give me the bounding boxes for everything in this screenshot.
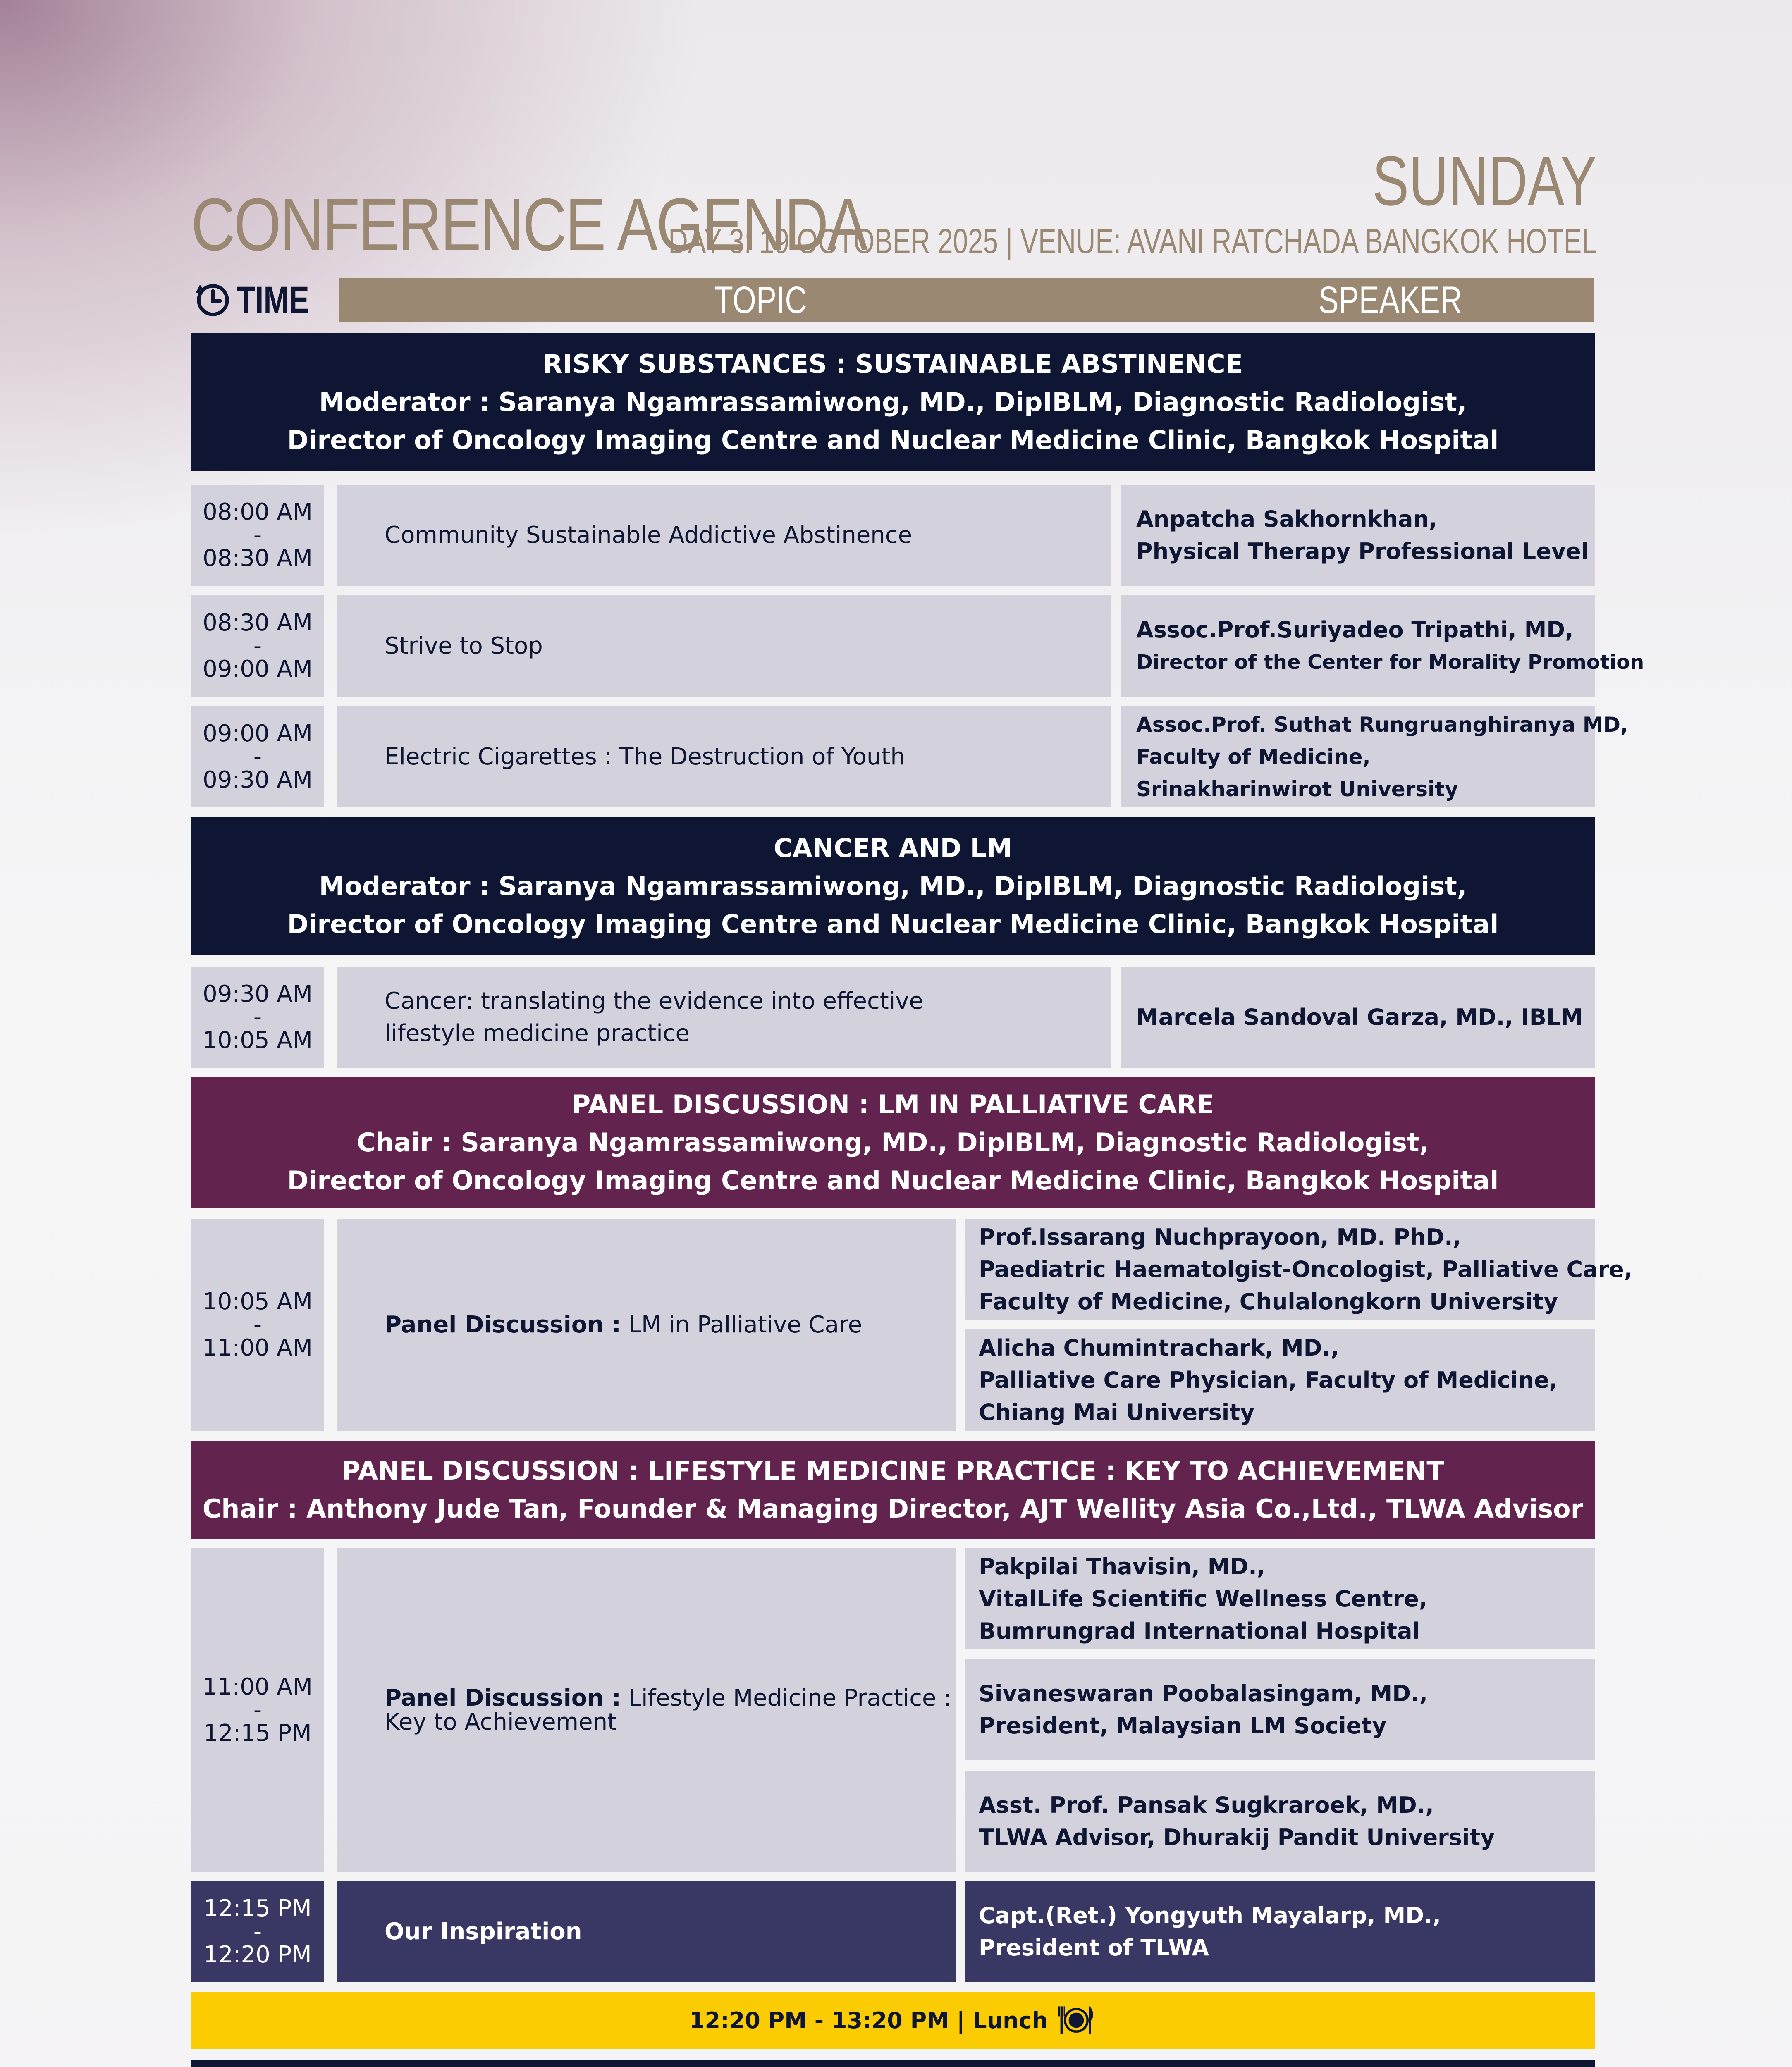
speaker-cell <box>965 1659 1595 1760</box>
topic-text: Strive to Stop <box>385 632 543 659</box>
clock-icon <box>195 282 231 318</box>
exam-bar <box>191 2060 1595 2067</box>
speaker-cell <box>1121 706 1629 807</box>
speaker-title: Faculty of Medicine, <box>1136 745 1371 769</box>
speaker-cell <box>1121 485 1595 586</box>
session-chair: Chair : Anthony Jude Tan, Founder & Managing Director, AJT Wellity Asia Co.,Ltd., TLWA Advisor <box>202 1494 1584 1524</box>
topic-text: lifestyle medicine practice <box>385 1019 690 1047</box>
lunch-bar <box>191 1992 1595 2049</box>
start-time: 10:05 AM <box>203 1288 313 1315</box>
speaker-affiliation: Faculty of Medicine, Chulalongkorn University <box>979 1288 1558 1315</box>
time-slot <box>191 1548 324 1872</box>
topic-cell <box>337 1881 956 1982</box>
topic-text: LM in Palliative Care <box>621 1311 863 1338</box>
start-time: 08:30 AM <box>203 609 313 636</box>
speaker-cell <box>965 1219 1633 1320</box>
speaker-affiliation: Srinakharinwirot University <box>1136 777 1458 801</box>
session-moderator-affiliation: Director of Oncology Imaging Centre and Nuclear Medicine Clinic, Bangkok Hospital <box>287 425 1499 455</box>
end-time: 12:20 PM <box>203 1941 312 1968</box>
time-column-header <box>195 278 327 322</box>
column-header-bar <box>339 278 1594 322</box>
topic-text: Cancer: translating the evidence into effective <box>385 987 923 1014</box>
session-chair: Chair : Saranya Ngamrassamiwong, MD., DipIBLM, Diagnostic Radiologist, <box>356 1127 1429 1158</box>
speaker-title: Paediatric Haematolgist-Oncologist, Palliative Care, <box>979 1256 1633 1282</box>
session-moderator-affiliation: Director of Oncology Imaging Centre and Nuclear Medicine Clinic, Bangkok Hospital <box>287 909 1499 939</box>
time-slot <box>191 706 324 807</box>
topic-cell <box>337 595 1111 697</box>
speaker-name: Assoc.Prof. Suthat Rungruanghiranya MD, <box>1136 712 1629 737</box>
speaker-title: President of TLWA <box>979 1934 1209 1961</box>
speaker-cell <box>1121 595 1644 697</box>
speaker-title: President, Malaysian LM Society <box>979 1712 1387 1739</box>
speaker-name: Pakpilai Thavisin, MD., <box>979 1553 1266 1580</box>
time-slot <box>191 485 324 586</box>
topic-cell <box>337 1219 956 1431</box>
end-time: 12:15 PM <box>203 1719 312 1747</box>
topic-text: Our Inspiration <box>385 1918 582 1945</box>
start-time: 09:30 AM <box>203 980 313 1007</box>
session-header <box>191 1441 1595 1539</box>
speaker-title: Director of the Center for Morality Promotion <box>1136 650 1644 674</box>
speaker-name: Alicha Chumintrachark, MD., <box>979 1334 1339 1361</box>
plate-cutlery-icon <box>1056 2004 1097 2037</box>
topic-label: Panel Discussion : <box>385 1311 621 1338</box>
day-heading: SUNDAY <box>1372 142 1597 220</box>
time-header-label: TIME <box>237 279 309 321</box>
time-slot <box>191 967 324 1068</box>
start-time: 09:00 AM <box>203 720 313 747</box>
speaker-name: Prof.Issarang Nuchprayoon, MD. PhD., <box>979 1224 1462 1250</box>
topic-text: Lifestyle Medicine Practice : <box>621 1684 952 1711</box>
time-separator: - <box>253 1311 262 1338</box>
page-title: CONFERENCE AGENDA <box>191 183 867 266</box>
lunch-text: 12:20 PM - 13:20 PM | Lunch <box>689 2007 1048 2034</box>
session-header <box>191 333 1595 471</box>
topic-cell <box>337 485 1111 586</box>
speaker-affiliation: Bumrungrad International Hospital <box>979 1618 1420 1644</box>
speaker-title: TLWA Advisor, Dhurakij Pandit University <box>979 1824 1495 1850</box>
session-chair-affiliation: Director of Oncology Imaging Centre and Nuclear Medicine Clinic, Bangkok Hospital <box>287 1165 1499 1196</box>
speaker-title: Physical Therapy Professional Level <box>1136 538 1589 564</box>
start-time: 12:15 PM <box>203 1895 312 1922</box>
speaker-name: Marcela Sandoval Garza, MD., IBLM <box>1136 1004 1583 1030</box>
end-time: 11:00 AM <box>203 1334 313 1361</box>
session-title: RISKY SUBSTANCES : SUSTAINABLE ABSTINENCE <box>543 348 1243 379</box>
topic-text: Electric Cigarettes : The Destruction of Youth <box>385 743 905 770</box>
session-title: PANEL DISCUSSION : LIFESTYLE MEDICINE PRACTICE : KEY TO ACHIEVEMENT <box>342 1456 1444 1486</box>
start-time: 08:00 AM <box>203 498 313 525</box>
speaker-name: Capt.(Ret.) Yongyuth Mayalarp, MD., <box>979 1902 1441 1929</box>
speaker-affiliation: Chiang Mai University <box>979 1399 1255 1425</box>
session-title: CANCER AND LM <box>774 833 1012 863</box>
session-header <box>191 817 1595 955</box>
end-time: 10:05 AM <box>203 1026 313 1054</box>
time-separator: - <box>253 632 262 659</box>
topic-header: TOPIC <box>714 279 807 321</box>
date-venue: DAY 3: 19 OCTOBER 2025 | VENUE: AVANI RATCHADA BANGKOK HOTEL <box>668 222 1597 260</box>
topic-cell <box>337 706 1111 807</box>
time-slot <box>191 1219 324 1431</box>
topic-text: Community Sustainable Addictive Abstinence <box>385 521 913 549</box>
speaker-cell <box>965 1329 1595 1431</box>
session-title: PANEL DISCUSSION : LM IN PALLIATIVE CARE <box>571 1089 1214 1119</box>
speaker-cell <box>965 1881 1595 1982</box>
end-time: 09:00 AM <box>203 655 313 683</box>
speaker-name: Sivaneswaran Poobalasingam, MD., <box>979 1680 1428 1707</box>
topic-label: Panel Discussion : <box>385 1684 621 1711</box>
speaker-header: SPEAKER <box>1318 279 1462 321</box>
speaker-name: Anpatcha Sakhornkhan, <box>1136 506 1438 532</box>
speaker-title: VitalLife Scientific Wellness Centre, <box>979 1585 1428 1612</box>
end-time: 09:30 AM <box>203 766 313 793</box>
time-separator: - <box>253 521 262 549</box>
topic-text: Key to Achievement <box>385 1708 617 1735</box>
end-time: 08:30 AM <box>203 544 313 572</box>
topic-cell <box>337 967 1111 1068</box>
start-time: 11:00 AM <box>203 1673 313 1700</box>
session-moderator: Moderator : Saranya Ngamrassamiwong, MD., DipIBLM, Diagnostic Radiologist, <box>319 871 1467 901</box>
time-separator: - <box>253 743 262 770</box>
time-separator: - <box>253 1696 262 1723</box>
time-slot <box>191 1881 324 1982</box>
speaker-cell <box>965 1771 1595 1872</box>
speaker-cell <box>1121 967 1595 1068</box>
topic-cell <box>337 1548 956 1872</box>
speaker-title: Palliative Care Physician, Faculty of Medicine, <box>979 1367 1558 1393</box>
session-moderator: Moderator : Saranya Ngamrassamiwong, MD., DipIBLM, Diagnostic Radiologist, <box>319 387 1467 417</box>
speaker-name: Asst. Prof. Pansak Sugkraroek, MD., <box>979 1792 1434 1818</box>
time-separator: - <box>253 1003 262 1031</box>
time-separator: - <box>253 1918 262 1945</box>
time-slot <box>191 595 324 697</box>
speaker-cell <box>965 1548 1595 1649</box>
session-header <box>191 1077 1595 1208</box>
speaker-name: Assoc.Prof.Suriyadeo Tripathi, MD, <box>1136 616 1574 643</box>
